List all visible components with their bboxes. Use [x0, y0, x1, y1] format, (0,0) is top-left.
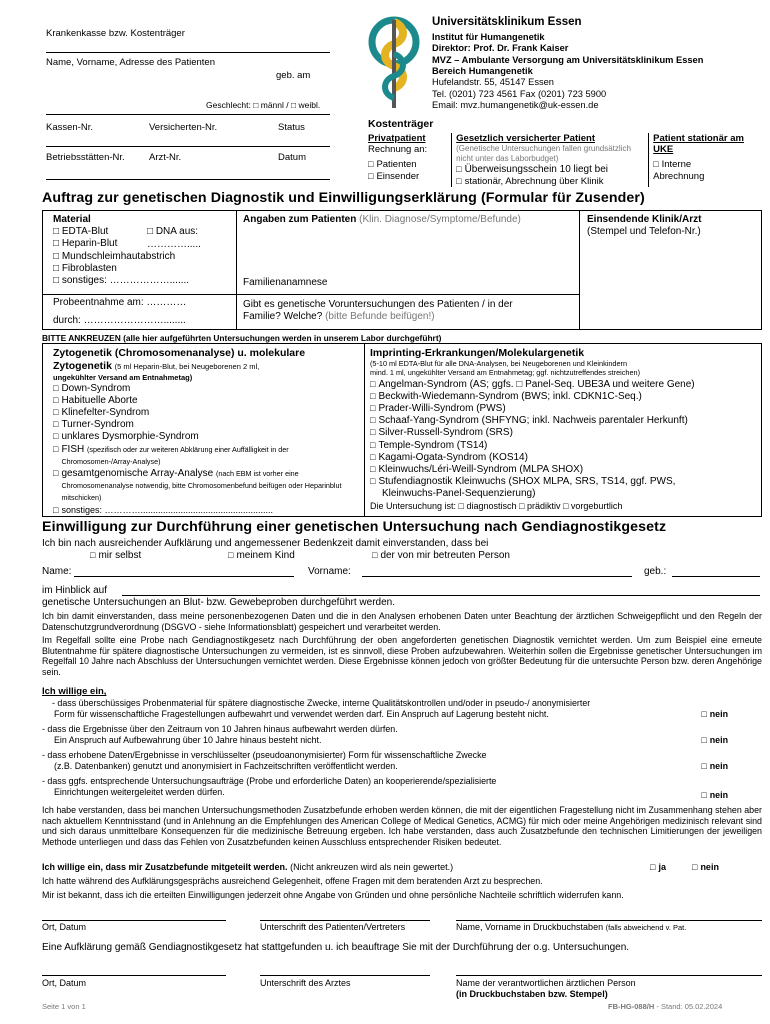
zusatz-nein-checkbox[interactable]: □ nein	[692, 862, 719, 873]
kassen-line[interactable]	[46, 146, 330, 147]
form-code	[608, 1002, 722, 1011]
institution-line-3: MVZ – Ambulante Versorgung am Universitätsklinikum Essen	[432, 54, 704, 65]
probe-para: Im Regelfall sollte eine Probe nach Gendiagnostikgesetz nach Durchführung der oben angeforderten genetischen Diagnostik vernichtet werden. Um zum Beispiel eine erneute Blutentnahme für spätere diagnostische Untersuchungen zu vermeiden, ist es sinnvoll, diese Proben aufzubewahren. Weiterhin sollen die Ergebnisse genetischer Untersuchungen im Regelfall 10 Jahre nach Abschluss der Untersuchungen vernichtet werden. Diese Ergebnisse können jedoch von größter Bedeutung für die untersuchte Person bzw. deren Angehörige sein.	[42, 635, 762, 678]
caduceus-logo-icon	[366, 14, 422, 112]
consent-3-l2: (z.B. Datenbanken) genutzt und anonymisiert in Fachzeitschriften veröffentlicht werden.	[54, 760, 398, 771]
gesetzlich-title: Gesetzlich versicherter Patient	[456, 132, 596, 144]
rechnung-patienten-checkbox[interactable]: □ Patienten	[368, 159, 447, 171]
auftrag-table	[42, 210, 762, 330]
einsendende-title: Einsendende Klinik/Arzt	[587, 214, 702, 225]
einsendende-col[interactable]	[587, 214, 701, 238]
zytogenetik-col	[53, 347, 359, 516]
einwilligung-title: Einwilligung zur Durchführung einer genetischen Untersuchung nach Gendiagnostikgesetz	[42, 519, 667, 535]
kagami-ogata-checkbox[interactable]: □ Kagami-Ogata-Syndrom (KOS14)	[370, 452, 758, 464]
address-line[interactable]	[46, 114, 330, 115]
consent-item-4	[42, 776, 762, 802]
durch-field[interactable]: durch: ……………………........	[53, 315, 186, 326]
einwilligung-intro: Ich bin nach ausreichender Aufklärung und angemessener Bedenkzeit damit einverstanden, dass bei	[42, 538, 489, 549]
ew-vorname-label: Vorname:	[308, 566, 351, 577]
down-syndrom-checkbox[interactable]: □ Down-Syndrom	[53, 383, 359, 395]
privatpatient-col	[368, 133, 447, 188]
ew-geb-field[interactable]	[672, 576, 760, 577]
stationaer-title: Patient stationär am UKE	[653, 132, 744, 156]
consent-4-l2: Einrichtungen weitergeleitet werden dürfen.	[54, 786, 225, 797]
bitte-ankreuzen: BITTE ANKREUZEN (alle hier aufgeführten Untersuchungen werden in unserem Labor durchgeführt)	[42, 333, 442, 343]
arzt-name-field[interactable]	[456, 975, 762, 976]
ueberweisungsschein-checkbox[interactable]: □ Überweisungsschein 10 liegt bei	[456, 164, 644, 176]
arzt-name-label-2: (in Druckbuchstaben bzw. Stempel)	[456, 989, 608, 999]
datenschutz-para: Ich bin damit einverstanden, dass meine personenbezogenen Daten und die in den Analysen erhobenen Daten unter Beachtung der ärztlichen Schweigepflicht und den Regeln der Datenschutzgrundverordnung (DSGVO - siehe Informationsblatt) gespeichert und verarbeitet werden.	[42, 611, 762, 632]
institution-address-1: Hufelandstr. 55, 45147 Essen	[432, 77, 554, 88]
patient-signature-label: Unterschrift des Patienten/Vertreters	[260, 922, 406, 932]
gesetzlich-col	[456, 133, 644, 188]
ew-vorname-field[interactable]	[362, 576, 632, 577]
kassen-nr-label: Kassen-Nr.	[46, 122, 93, 133]
hinblick-label: im Hinblick auf	[42, 585, 108, 596]
temple-checkbox[interactable]: □ Temple-Syndrom (TS14)	[370, 440, 758, 452]
dysmorphie-checkbox[interactable]: □ unklares Dysmorphie-Syndrom	[53, 431, 359, 443]
einsendende-sub: (Stempel und Telefon-Nr.)	[587, 226, 701, 238]
institution-line-4: Bereich Humangenetik	[432, 66, 533, 76]
zytogenetik-title: Zytogenetik (Chromosomenanalyse) u. molekulare	[53, 347, 306, 359]
patient-name-druck-label	[456, 922, 686, 933]
tests-table	[42, 343, 762, 517]
form-code-id: FB-HG-088/H	[608, 1002, 655, 1011]
dna-aus-dots[interactable]: ………….....	[147, 239, 201, 250]
university-logo	[366, 14, 422, 112]
arzt-name-label-1: Name der verantwortlichen ärztlichen Person	[456, 978, 636, 988]
fish-note: (spezifisch oder zur weiteren Abklärung einer Auffälligkeit in der Chromosomen-/Array-Analyse)	[61, 444, 289, 466]
zusatz-row	[42, 862, 762, 873]
imprinting-note-2: mind. 1 ml, ungekühlter Versand am Entnahmetag; ggf. nichtzutreffendes streichen)	[370, 367, 641, 377]
opt-betreute-person[interactable]: □ der von mir betreuten Person	[372, 550, 510, 562]
kostentraeger-title: Kostenträger	[368, 118, 434, 130]
institution-email[interactable]: Email: mvz.humangenetik@uk-essen.de	[432, 99, 599, 110]
consent-1-nein-checkbox[interactable]: □ nein	[701, 709, 728, 720]
name-row	[42, 566, 762, 580]
arzt-signature-label: Unterschrift des Arztes	[260, 978, 351, 988]
patient-signature-field[interactable]	[260, 920, 430, 921]
page-number: Seite 1 von 1	[42, 1002, 86, 1011]
consent-1-l1: - dass überschüssiges Probenmaterial für spätere diagnostische Zwecke, interne Qualitätskontrollen und/oder in pseudo-/ anonymisierter	[52, 698, 591, 708]
zytogenetik-title-2: Zytogenetik	[53, 359, 112, 372]
institution-title: Universitätsklinikum Essen	[432, 16, 582, 28]
auftrag-title: Auftrag zur genetischen Diagnostik und Einwilligungserklärung (Formular für Zusender)	[42, 190, 645, 206]
consent-item-1	[42, 698, 762, 724]
interne-abrechnung-checkbox[interactable]: □ Interne	[653, 159, 762, 171]
untersuchung-type[interactable]: Die Untersuchung ist: □ diagnostisch □ prädiktiv □ vorgeburtlich	[370, 501, 623, 512]
array-note: (nach EBM ist vorher eine Chromosomenanalyse notwendig, bitte Chromosomenbefund beifügen oder Heparinblut mitschicken)	[61, 469, 342, 503]
fish-label: FISH	[61, 443, 85, 455]
opt-meinem-kind[interactable]: □ meinem Kind	[228, 550, 295, 562]
patient-name-druck-field[interactable]	[456, 920, 762, 921]
angaben-title: Angaben zum Patienten	[243, 214, 357, 225]
material-col	[53, 214, 233, 287]
beckwith-checkbox[interactable]: □ Beckwith-Wiedemann-Syndrom (BWS; inkl. CDKN1C-Seq.)	[370, 391, 758, 403]
kostentraeger-label: Krankenkasse bzw. Kostenträger	[46, 28, 185, 39]
durchgefuehrt-text: genetische Untersuchungen an Blut- bzw. Gewebeproben durchgeführt werden.	[42, 597, 396, 608]
schaaf-yang-checkbox[interactable]: □ Schaaf-Yang-Syndrom (SHFYNG; inkl. Nachweis parentaler Herkunft)	[370, 415, 758, 427]
kleinwuchs-checkbox[interactable]: □ Kleinwuchs/Léri-Weill-Syndrom (MLPA SHOX)	[370, 464, 758, 476]
imprinting-title: Imprinting-Erkrankungen/Molekulargenetik	[370, 347, 585, 359]
voruntersuchungen-field[interactable]	[243, 299, 573, 323]
angaben-header	[243, 214, 521, 226]
fibroblasten-checkbox[interactable]: □ Fibroblasten	[53, 262, 117, 274]
turner-checkbox[interactable]: □ Turner-Syndrom	[53, 419, 359, 431]
arzt-ort-datum-label: Ort, Datum	[42, 978, 87, 988]
ew-name-label: Name:	[42, 566, 72, 577]
zytogenetik-note-2: ungekühlter Versand am Entnahmetag)	[53, 372, 193, 382]
habituelle-aborte-checkbox[interactable]: □ Habituelle Aborte	[53, 395, 359, 407]
vorunters-line-2: Familie? Welche?	[243, 311, 323, 323]
geschlecht-label[interactable]: Geschlecht: □ männl / □ weibl.	[206, 100, 321, 110]
consent-2-l1: - dass die Ergebnisse über den Zeitraum von 10 Jahren hinaus aufbewahrt werden dürfen.	[42, 724, 398, 734]
abrechnung-label: Abrechnung	[653, 170, 705, 182]
form-stand: - Stand: 05.02.2024	[656, 1002, 723, 1011]
rechnung-einsender-checkbox[interactable]: □ Einsender	[368, 171, 447, 183]
consent-list	[42, 698, 762, 802]
hinblick-field[interactable]	[122, 595, 760, 596]
vorunters-note: (bitte Befunde beifügen!)	[325, 311, 435, 323]
consent-item-3	[42, 750, 762, 776]
institution-block	[432, 15, 762, 111]
klinefelter-checkbox[interactable]: □ Klinefelter-Syndrom	[53, 407, 359, 419]
widerruf-text: Mir ist bekannt, dass ich die erteilten Einwilligungen jederzeit ohne Angabe von Gründen und ohne persönliche Nachteile schriftlich widerrufen kann.	[42, 890, 624, 900]
angelman-checkbox[interactable]: □ Angelman-Syndrom (AS; ggfs. □ Panel-Seq. UBE3A und weitere Gene)	[370, 379, 758, 391]
mundschleimhaut-checkbox[interactable]: □ Mundschleimhautabstrich	[53, 250, 176, 262]
stationaer-abrechnung-checkbox[interactable]: □ stationär, Abrechnung über Klinik	[456, 176, 644, 188]
datum-label: Datum	[278, 152, 306, 163]
array-checkbox[interactable]	[53, 468, 359, 505]
rechnung-an: Rechnung an:	[368, 144, 428, 156]
stationaer-col	[653, 133, 762, 188]
gelegenheit-text: Ich hatte während des Aufklärungsgesprächs ausreichend Gelegenheit, offene Fragen mit dem beratenden Arzt zu besprechen.	[42, 876, 543, 886]
sonstiges-material-checkbox[interactable]: □ sonstiges: ……………….......	[53, 274, 190, 286]
ew-name-field[interactable]	[74, 576, 294, 577]
kostentraeger-line[interactable]	[46, 52, 330, 53]
consent-2-l2: Ein Anspruch auf Aufbewahrung über 10 Jahre hinaus besteht nicht.	[54, 734, 322, 745]
ew-geb-label: geb.:	[644, 566, 667, 577]
name-label: Name, Vorname, Adresse des Patienten	[46, 57, 215, 68]
betriebsstaetten-label: Betriebsstätten-Nr.	[46, 152, 125, 163]
consent-item-2	[42, 724, 762, 750]
kostentraeger-section	[368, 118, 762, 187]
angaben-note: (Klin. Diagnose/Symptome/Befunde)	[359, 214, 521, 225]
vorunters-line-1: Gibt es genetische Voruntersuchungen des Patienten / in der	[243, 299, 513, 310]
stufendiagnostik-cont: Kleinwuchs-Panel-Sequenzierung)	[382, 488, 536, 500]
zusatz-note: (Nicht ankreuzen wird als nein gewertet.)	[290, 862, 454, 872]
patient-ort-datum-label: Ort, Datum	[42, 922, 87, 932]
consent-3-nein-checkbox[interactable]: □ nein	[701, 761, 728, 772]
array-label: gesamtgenomische Array-Analyse	[61, 468, 214, 480]
arzt-ort-datum-field[interactable]	[42, 975, 226, 976]
gesetzlich-note: (Genetische Untersuchungen fallen grundsätzlich nicht unter das Laborbudget)	[456, 144, 631, 163]
patient-ort-datum-field[interactable]	[42, 920, 226, 921]
probeentnahme-field[interactable]: Probeentnahme am: …………	[53, 297, 187, 308]
zusatzbefunde-para: Ich habe verstanden, dass bei manchen Untersuchungsmethoden Zusatzbefunde erhoben werden können, die mit der eigentlichen Fragestellung nicht im Zusammenhang stehen aber nach aktuellem Kenntnisstand (und in Anlehnung an die Empfehlungen des American College of Medical Genetics, ACMG) für mich oder meine Angehörigen medizinisch relevant sind und sich daraus unmittelbare Konsequenzen für die medizinische Betreuung ergeben. Ich habe verstanden, dass auch Zusatzbefunde den technischen Limitierungen der jeweiligen Methode unterliegen und dass das Fehlen von Zusatzbefunden keinen Ausschluss entsprechender Risiken bedeutet.	[42, 805, 762, 848]
institution-address-2: Tel. (0201) 723 4561 Fax (0201) 723 5900	[432, 88, 607, 99]
material-title: Material	[53, 214, 91, 225]
patient-header	[46, 24, 336, 184]
opt-mir-selbst[interactable]: □ mir selbst	[90, 550, 141, 562]
consent-1-l2: Form für wissenschaftliche Fragestellungen aufbewahrt und verwendet werden darf. Ein Anspruch auf Lagerung besteht nicht.	[54, 708, 549, 719]
arzt-signature-field[interactable]	[260, 975, 430, 976]
dna-aus-checkbox[interactable]: □ DNA aus:	[147, 226, 199, 237]
zusatz-ein-label: Ich willige ein, dass mir Zusatzbefunde mitgeteilt werden.	[42, 862, 288, 872]
versicherten-nr-label: Versicherten-Nr.	[149, 122, 218, 133]
silver-russell-checkbox[interactable]: □ Silver-Russell-Syndrom (SRS)	[370, 427, 758, 439]
name-druck-note: (falls abweichend v. Pat.	[605, 923, 687, 932]
prader-willi-checkbox[interactable]: □ Prader-Willi-Syndrom (PWS)	[370, 403, 758, 415]
sonstiges-zyto-checkbox[interactable]: □ sonstiges: ………….....................................................	[53, 505, 359, 516]
betrieb-line[interactable]	[46, 179, 330, 180]
fish-checkbox[interactable]	[53, 444, 359, 468]
stufendiagnostik-checkbox[interactable]: □ Stufendiagnostik Kleinwuchs (SHOX MLPA, SRS, TS14, ggf. PWS,	[370, 476, 758, 488]
familienanamnese-label: Familienanamnese	[243, 277, 328, 288]
consent-2-nein-checkbox[interactable]: □ nein	[701, 735, 728, 746]
arzt-nr-label: Arzt-Nr.	[149, 152, 182, 163]
institution-line-2: Direktor: Prof. Dr. Frank Kaiser	[432, 43, 569, 54]
zusatz-ja-checkbox[interactable]: □ ja	[650, 862, 666, 873]
name-druck-text: Name, Vorname in Druckbuchstaben	[456, 922, 604, 932]
privatpatient-title: Privatpatient	[368, 132, 426, 144]
heparin-blut-checkbox[interactable]: □ Heparin-Blut	[53, 238, 118, 250]
ich-willige-ein: Ich willige ein,	[42, 686, 107, 697]
imprinting-note-1: (5-10 ml EDTA-Blut für alle DNA-Analysen, bei Neugeborenen und Kleinkindern	[370, 358, 628, 368]
consent-3-l1: - dass erhobene Daten/Ergebnisse in verschlüsselter (pseudoanonymisierter) Form für wissenschaftliche Zwecke	[42, 750, 487, 760]
imprinting-col	[370, 347, 758, 512]
consent-4-l1: - dass ggfs. entsprechende Untersuchungsaufträge (Probe und erforderliche Daten) an kooperierende/spezialisierte	[42, 776, 497, 786]
institution-line-1: Institut für Humangenetik	[432, 32, 545, 43]
geb-label: geb. am	[276, 70, 311, 81]
edta-blut-checkbox[interactable]: □ EDTA-Blut	[53, 226, 109, 238]
consent-4-nein-checkbox[interactable]: □ nein	[701, 790, 728, 801]
zytogenetik-note-1: (5 ml Heparin-Blut, bei Neugeborenen 2 ml,	[114, 361, 260, 371]
aufklaerung-text: Eine Aufklärung gemäß Gendiagnostikgesetz hat stattgefunden u. ich beauftrage Sie mit der Durchführung der o.g. Untersuchungen.	[42, 942, 630, 953]
status-label: Status	[278, 122, 305, 133]
